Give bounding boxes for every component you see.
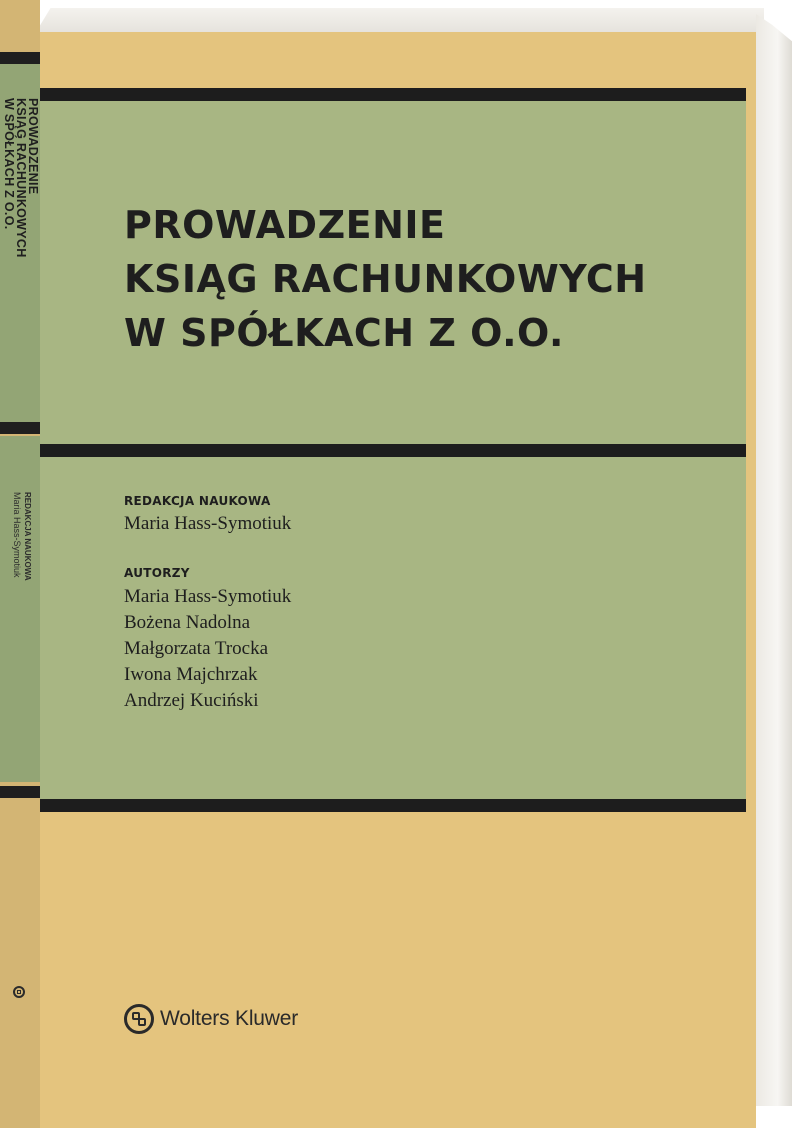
cover-rule-top	[40, 88, 746, 101]
author-name: Małgorzata Trocka	[124, 638, 269, 659]
spine-title	[3, 98, 39, 258]
authors-list	[124, 584, 291, 714]
author-name: Bożena Nadolna	[124, 612, 251, 633]
spine-logo-icon	[13, 986, 25, 998]
spine-rule	[0, 52, 40, 64]
book-title-line: KSIĄG RACHUNKOWYCH	[124, 257, 647, 301]
spine-rule	[0, 422, 40, 434]
wolters-kluwer-logo-icon	[124, 1004, 154, 1034]
author-name: Maria Hass-Symotiuk	[124, 586, 292, 607]
spine-green-band-bottom	[0, 436, 40, 782]
cover-rule-bottom	[40, 799, 746, 812]
authors-label: AUTORZY	[124, 566, 190, 580]
author-name: Iwona Majchrzak	[124, 664, 258, 685]
spine-title-line: PROWADZENIE	[26, 98, 40, 195]
spine-title-line: KSIĄG RACHUNKOWYCH	[14, 98, 28, 258]
editor-list	[124, 511, 291, 537]
book-title-line: W SPÓŁKACH Z O.O.	[124, 311, 564, 355]
spine-title-line: W SPÓŁKACH Z O.O.	[2, 98, 16, 230]
book-title-line: PROWADZENIE	[124, 203, 446, 247]
spine-rule	[0, 786, 40, 798]
editor-name: Maria Hass-Symotiuk	[124, 513, 292, 534]
cover-rule-middle	[40, 444, 746, 457]
spine-editor-name: Maria Hass-Symotiuk	[12, 492, 22, 578]
book-title	[124, 198, 647, 360]
author-name: Andrzej Kuciński	[124, 690, 259, 711]
page-edge-right	[756, 14, 792, 1106]
publisher-name: Wolters Kluwer	[160, 1007, 299, 1030]
spine-editor-label: REDAKCJA NAUKOWA	[23, 492, 32, 581]
publisher	[124, 1004, 298, 1034]
editor-label: REDAKCJA NAUKOWA	[124, 494, 271, 508]
page-edge-top	[36, 8, 764, 32]
spine-editor	[12, 492, 32, 581]
book-spine	[0, 0, 40, 1128]
